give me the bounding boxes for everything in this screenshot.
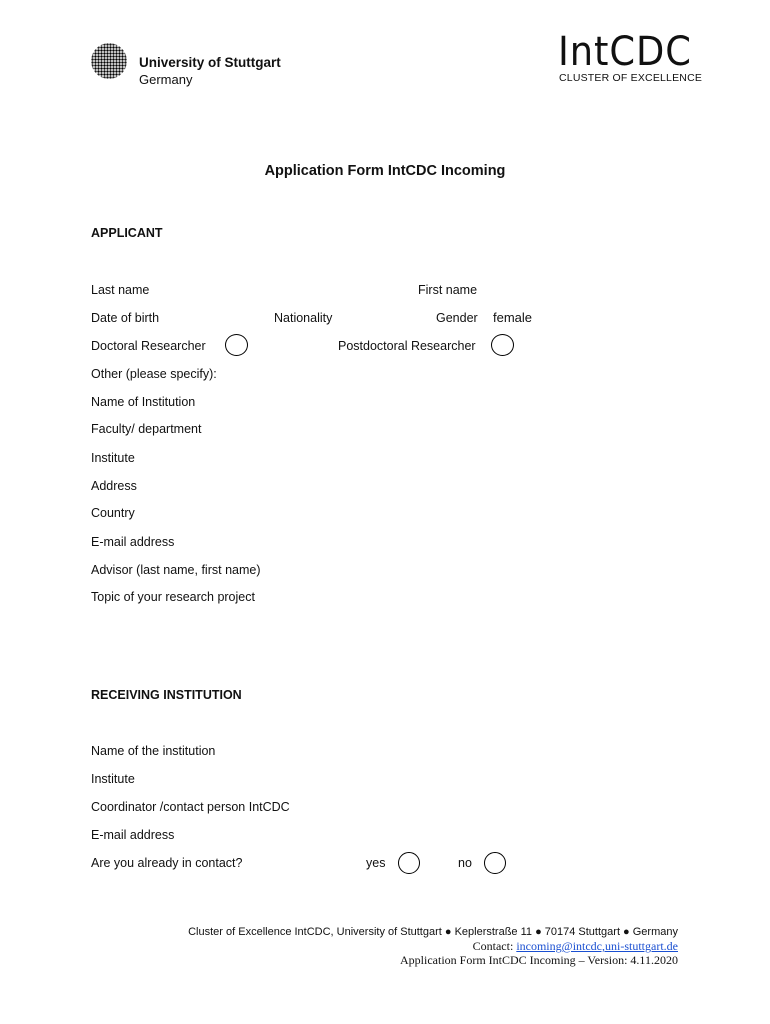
- university-name: University of Stuttgart: [139, 55, 281, 70]
- postdoctoral-researcher-label: Postdoctoral Researcher: [338, 339, 476, 353]
- last-name-label: Last name: [91, 283, 150, 297]
- first-name-label: First name: [418, 283, 478, 297]
- footer-version: Application Form IntCDC Incoming – Version: 4.11.2020: [400, 953, 678, 967]
- gender-field[interactable]: female: [493, 310, 533, 325]
- receiving-institute-label: Institute: [91, 772, 135, 786]
- university-logo-icon: [91, 43, 127, 79]
- faculty-label: Faculty/ department: [91, 422, 202, 436]
- contact-no-radio[interactable]: [484, 852, 506, 874]
- email-label: E-mail address: [91, 535, 175, 549]
- contact-email-link[interactable]: incoming@intcdc,uni-stuttgart.de: [516, 939, 678, 953]
- contact-question-label: Are you already in contact?: [91, 856, 243, 870]
- gender-label: Gender: [436, 311, 478, 325]
- no-label: no: [458, 856, 472, 870]
- date-of-birth-label: Date of birth: [91, 311, 160, 325]
- receiving-institution-heading: RECEIVING INSTITUTION: [91, 688, 242, 702]
- coordinator-label: Coordinator /contact person IntCDC: [91, 800, 290, 814]
- footer-contact: [473, 939, 678, 954]
- doctoral-researcher-radio[interactable]: [225, 334, 248, 356]
- research-topic-label: Topic of your research project: [91, 590, 255, 604]
- receiving-email-label: E-mail address: [91, 828, 175, 842]
- doctoral-researcher-label: Doctoral Researcher: [91, 339, 206, 353]
- receiving-institution-name-label: Name of the institution: [91, 744, 216, 758]
- country-label: Country: [91, 506, 135, 520]
- yes-label: yes: [366, 856, 386, 870]
- advisor-label: Advisor (last name, first name): [91, 563, 261, 577]
- postdoctoral-researcher-radio[interactable]: [491, 334, 514, 356]
- cluster-subtitle: CLUSTER OF EXCELLENCE: [559, 72, 703, 84]
- cluster-logo: IntCDC: [558, 29, 692, 75]
- footer-contact-prefix: Contact:: [472, 939, 517, 953]
- university-country: Germany: [139, 72, 193, 87]
- nationality-label: Nationality: [274, 311, 333, 325]
- other-label: Other (please specify):: [91, 367, 217, 381]
- footer-address: Cluster of Excellence IntCDC, University of Stuttgart ● Keplerstraße 11 ● 70174 Stuttgart ● Germany: [188, 926, 678, 938]
- applicant-heading: APPLICANT: [91, 226, 163, 240]
- institution-label: Name of Institution: [91, 395, 196, 409]
- page-title: Application Form IntCDC Incoming: [264, 163, 506, 179]
- contact-yes-radio[interactable]: [398, 852, 420, 874]
- address-label: Address: [91, 479, 137, 493]
- institute-label: Institute: [91, 451, 135, 465]
